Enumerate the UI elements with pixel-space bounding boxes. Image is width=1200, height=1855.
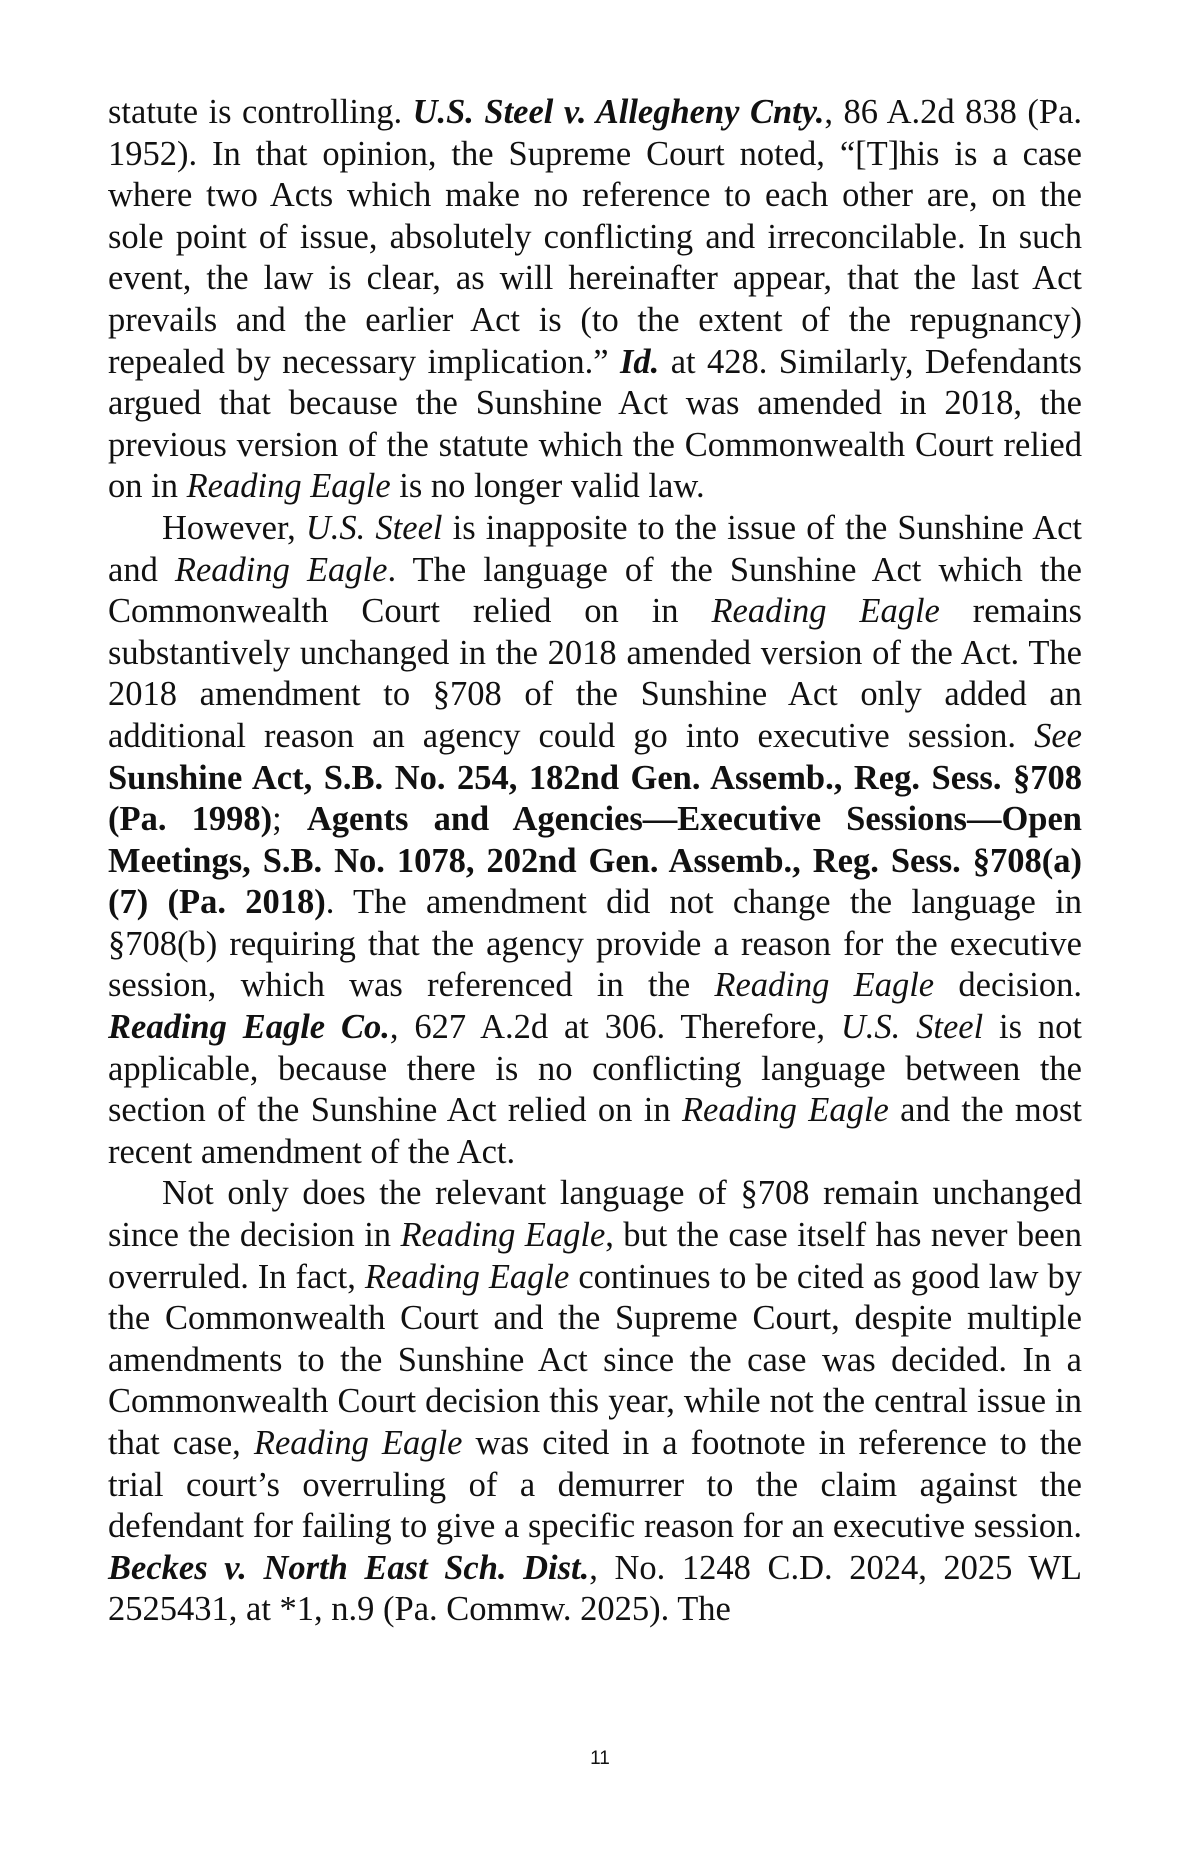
text-run: , but the case itself has never been overruled. In fact,	[108, 1216, 1082, 1296]
citation-run: U.S. Steel v. Allegheny Cnty.	[412, 93, 825, 131]
paragraph-3	[108, 1173, 1082, 1631]
text-run: was cited in a footnote in reference to the trial court’s overruling of a demurrer to the claim against the defendant for failing to give a specific reason for an executive session.	[108, 1424, 1082, 1546]
citation-run: Reading Eagle	[174, 550, 388, 589]
text-run: remains substantively unchanged in the 2018 amended version of the Act. The 2018 amendment to §708 of the Sunshine Act only added an additional reason an agency could go into executive session.	[108, 592, 1082, 755]
citation-run: Reading Eagle	[711, 592, 940, 631]
text-run: . The language of the Sunshine Act which the Commonwealth Court relied on in	[108, 550, 1082, 631]
text-run: . The amendment did not change the language in §708(b) requiring that the agency provide a reason for the executive session, which was referenced in the	[108, 883, 1082, 1005]
text-run: , No. 1248 C.D. 2024, 2025 WL 2525431, at *1, n.9 (Pa. Commw. 2025). The	[108, 1548, 1082, 1629]
document-body	[108, 92, 1082, 1631]
text-run: decision.	[934, 966, 1082, 1005]
citation-run: See	[1034, 716, 1082, 755]
text-run: , 627 A.2d at 306. Therefore,	[389, 1008, 841, 1047]
citation-run: Id.	[620, 342, 660, 381]
text-run: Not only does the relevant language of §708 remain unchanged since the decision in	[108, 1174, 1082, 1255]
citation-run: Reading Eagle	[714, 966, 935, 1005]
text-run: , 86 A.2d 838 (Pa. 1952). In that opinion, the Supreme Court noted, “[T]his is a case where two Acts which make no reference to each other are, on the sole point of issue, absolutely conflicting and irreconcilable. In such event, the law is clear, as will hereinafter appear, that the last Act prevails and the earlier Act is (to the extent of the repugnancy) repealed by necessary implication.”	[108, 93, 1083, 381]
text-run: is no longer valid law.	[390, 467, 705, 506]
text-run: However,	[162, 508, 306, 547]
citation-run: Agents and Agencies—Executive Sessions—Open Meetings, S.B. No. 1078, 202nd Gen. Assemb., Reg. Sess. §708(a)(7) (Pa. 2018)	[108, 800, 1082, 922]
citation-run: U.S. Steel	[305, 508, 443, 547]
citation-run: Reading Eagle Co.	[108, 1008, 390, 1047]
text-run: is inapposite to the issue of the Sunshine Act and	[108, 508, 1083, 589]
text-run: is not applicable, because there is no conflicting language between the section of the Sunshine Act relied on in	[108, 1008, 1082, 1130]
page-number: 11	[590, 1748, 610, 1769]
citation-run: Reading Eagle	[681, 1091, 889, 1130]
citation-run: U.S. Steel	[840, 1008, 984, 1047]
citation-run: Reading Eagle	[364, 1257, 570, 1296]
citation-run: Reading Eagle	[400, 1216, 606, 1255]
citation-run: Sunshine Act, S.B. No. 254, 182nd Gen. Assemb., Reg. Sess. §708 (Pa. 1998)	[108, 758, 1082, 839]
text-run: at 428. Similarly, Defendants argued that because the Sunshine Act was amended in 2018, the previous version of the statute which the Commonwealth Court relied on in	[108, 342, 1082, 506]
citation-run: Reading Eagle	[253, 1424, 463, 1462]
text-run: ;	[272, 800, 307, 839]
citation-run: Beckes v. North East Sch. Dist.	[108, 1548, 590, 1587]
text-run: and the most recent amendment of the Act.	[108, 1091, 1082, 1171]
text-run: continues to be cited as good law by the Commonwealth Court and the Supreme Court, despite multiple amendments to the Sunshine Act since the case was decided. In a Commonwealth Court decision this year, while not the central issue in that case,	[108, 1257, 1083, 1462]
citation-run: Reading Eagle	[186, 467, 391, 506]
paragraph-1	[108, 92, 1082, 508]
text-run: statute is controlling.	[108, 93, 413, 131]
paragraph-2	[108, 508, 1082, 1174]
